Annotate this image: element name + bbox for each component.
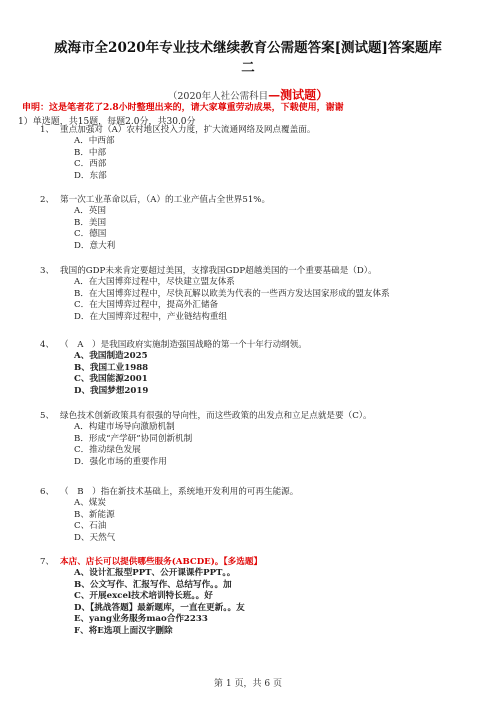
question-stem: 本店、店长可以提供哪些服务(ABCDE)。【多选题】 [60, 557, 263, 567]
question-stem: 绿色技术创新政策具有很强的导向性，而这些政策的出发点和立足点就是要（C）。 [60, 411, 372, 421]
option-b: B、新能源 [74, 509, 115, 520]
option-d: D、我国梦想2019 [74, 385, 149, 396]
title-line-1: 威海市全2020年专业技术继续教育公需题答案[测试题]答案题库 [54, 40, 442, 56]
option-c: C．西部 [74, 159, 107, 170]
subtitle-prefix: （2020年人社公需科目 [167, 91, 269, 102]
question-number: 1、 [40, 125, 55, 135]
option-c: C、石油 [74, 521, 107, 532]
option-a: A、煤炭 [74, 498, 106, 508]
option-d: D．东部 [74, 170, 107, 181]
option-e: E、yang业务服务mao合作2233 [74, 614, 208, 625]
question-5 [40, 410, 480, 468]
subtitle-highlight: —测试题） [268, 88, 329, 102]
question-stem: 第一次工业革命以后，（A）的工业产值占全世界51%。 [60, 195, 271, 205]
notice-statement: 申明：这是笔者花了2.8小时整理出来的，请大家尊重劳动成果，下载使用，谢谢 [22, 103, 344, 113]
option-a: A、设计汇报型PPT、公开课课件PPT。。 [74, 568, 236, 578]
question-7 [40, 556, 480, 638]
option-d: D、天然气 [74, 532, 116, 543]
question-number: 2、 [40, 195, 55, 205]
option-a: A．英国 [74, 206, 106, 216]
question-6 [40, 486, 480, 544]
option-d: D．在大国博弈过程中，产业链结构重组 [74, 311, 227, 322]
option-d: D．意大利 [74, 240, 116, 251]
option-a: A．中西部 [74, 136, 115, 146]
option-d: D．强化市场的重要作用 [74, 456, 167, 467]
question-number: 7、 [40, 557, 55, 567]
question-4 [40, 339, 480, 397]
option-b: B．形成“产学研”协同创新机制 [74, 433, 193, 444]
option-b: B、公文写作、汇报写作、总结写作。。加 [74, 579, 232, 590]
option-c: C．在大国博弈过程中，提高外汇储备 [74, 300, 219, 311]
question-number: 6、 [40, 487, 55, 497]
option-c: C、开展excel技术培训特长班。。好 [74, 591, 213, 602]
section-intro: 1）单选题，共15题，每题2.0分，共30.0分 [18, 117, 196, 127]
question-number: 4、 [40, 340, 55, 350]
question-stem: 重点加强对（A）农村地区投入力度，扩大流通网络及网点覆盖面。 [60, 125, 316, 135]
title-line-2: 二 [241, 60, 255, 76]
option-a: A．构建市场导向激励机制 [74, 422, 175, 432]
option-f: F、将E选项上面汉字删除 [74, 625, 173, 636]
option-c: C．德国 [74, 229, 107, 240]
option-b: B．美国 [74, 217, 107, 228]
question-number: 5、 [40, 411, 55, 421]
question-number: 3、 [40, 266, 55, 276]
option-b: B、我国工业1988 [74, 362, 149, 373]
question-stem: （ B ）指在新技术基础上，系统地开发利用的可再生能源。 [60, 487, 299, 497]
document-title [20, 38, 476, 78]
option-c: C．推动绿色发展 [74, 445, 141, 456]
option-b: B．中部 [74, 147, 107, 158]
option-a: A．在大国博弈过程中，尽快建立盟友体系 [74, 277, 235, 287]
option-c: C、我国能源2001 [74, 374, 148, 385]
option-a: A、我国制造2025 [74, 351, 148, 361]
question-1 [40, 124, 480, 182]
option-d: D、【挑战答题】最新题库，一直在更新。。友 [74, 602, 245, 613]
page-footer: 第 1 页，共 6 页 [214, 679, 282, 689]
question-2 [40, 194, 480, 252]
question-3 [40, 265, 480, 323]
question-stem: 我国的GDP未来肯定要超过美国，支撑我国GDP超越美国的一个重要基础是（D）。 [60, 266, 377, 276]
question-stem: （ A ）是我国政府实施制造强国战略的第一个十年行动纲领。 [60, 340, 307, 350]
option-b: B．在大国博弈过程中，尽快瓦解以欧美为代表的一些西方发达国家形成的盟友体系 [74, 288, 390, 299]
